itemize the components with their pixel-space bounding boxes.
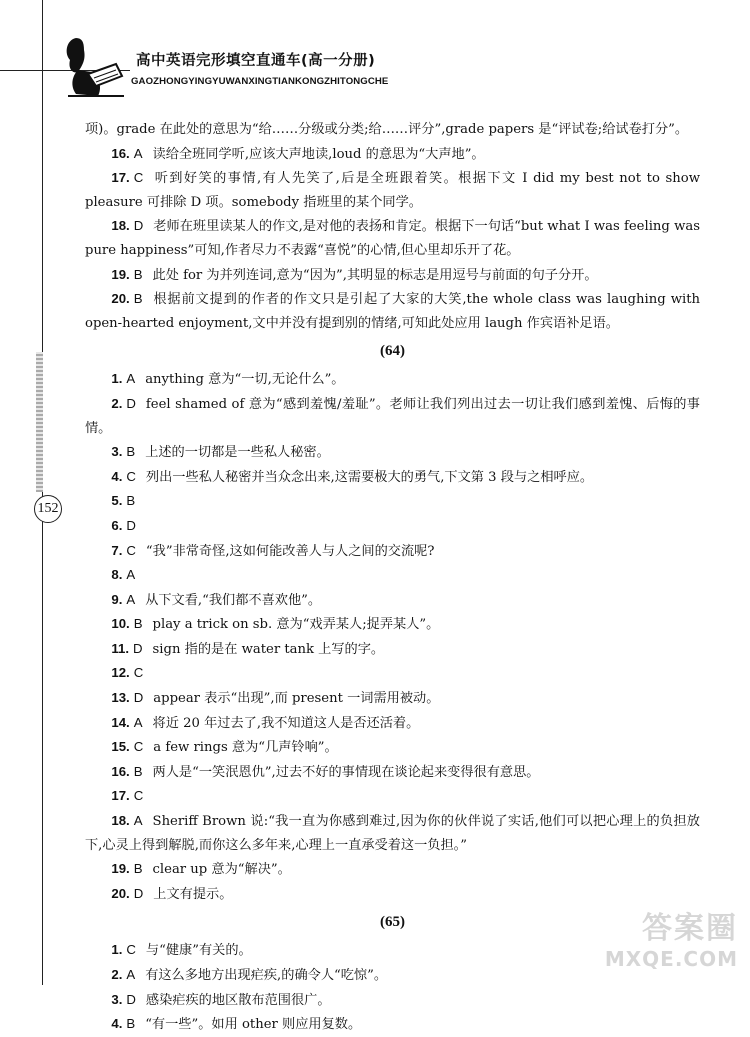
answer-number: 3. xyxy=(111,444,123,460)
answer-item xyxy=(85,735,700,760)
answer-letter: D xyxy=(126,517,136,533)
answer-item xyxy=(85,465,700,490)
answer-letter: B xyxy=(133,616,143,632)
answer-item xyxy=(85,988,700,1013)
section-65-title: (65) xyxy=(380,914,405,931)
answer-item xyxy=(85,588,700,613)
answer-item xyxy=(85,637,700,662)
header-title: 高中英语完形填空直通车(高一分册) xyxy=(136,53,376,69)
answer-number: 13. xyxy=(111,690,130,706)
answer-item xyxy=(85,367,700,392)
answer-explanation: 从下文看,“我们都不喜欢他”。 xyxy=(145,592,322,608)
answer-explanation: appear 表示“出现”,而 present 一词需用被动。 xyxy=(153,691,440,707)
answer-letter: C xyxy=(126,468,136,484)
answer-number: 19. xyxy=(111,266,130,282)
answer-item xyxy=(85,809,700,857)
answer-item xyxy=(85,489,700,514)
answer-number: 8. xyxy=(111,567,123,583)
answer-letter: A xyxy=(126,967,136,982)
answer-letter: A xyxy=(133,813,143,829)
answer-explanation: 老师在班里读某人的作文,是对他的表扬和肯定。根据下一句话“but what I was feeling was pure happiness”可知,作者尽力不表露“喜悦”的心情,但心里却乐开了花。 xyxy=(85,219,700,258)
margin-shading xyxy=(36,352,43,492)
answer-letter: C xyxy=(133,170,144,186)
answer-number: 11. xyxy=(111,640,129,656)
answer-explanation: 列出一些私人秘密并当众念出来,这需要极大的勇气,下文第 3 段与之相呼应。 xyxy=(145,469,594,485)
answer-number: 1. xyxy=(111,942,123,958)
answer-number: 2. xyxy=(111,967,123,982)
answer-explanation: “有一些”。如用 other 则应用复数。 xyxy=(145,1017,362,1033)
answer-number: 15. xyxy=(111,739,130,755)
answer-item xyxy=(85,784,700,809)
answer-letter: B xyxy=(126,1016,136,1032)
answer-number: 5. xyxy=(111,493,123,509)
reading-girl-logo xyxy=(58,30,128,102)
answer-item xyxy=(85,539,700,564)
answer-number: 10. xyxy=(111,616,130,632)
answer-item xyxy=(85,514,700,539)
answer-explanation: Sheriff Brown 说:“我一直为你感到难过,因为你的伙伴说了实话,他们可以把心理上的负担放下,心灵上得到解脱,而你这么多年来,心理上一直承受着这一负担。” xyxy=(85,814,700,853)
answer-item xyxy=(85,440,700,465)
answer-number: 20. xyxy=(111,291,130,307)
answer-item xyxy=(85,214,700,262)
margin-vertical-rule xyxy=(42,0,43,985)
answer-number: 4. xyxy=(111,1016,123,1032)
answer-explanation: 有这么多地方出现疟疾,的确令人“吃惊”。 xyxy=(145,968,388,983)
answer-letter: D xyxy=(126,395,136,411)
watermark-text: 答案圈 xyxy=(642,911,738,946)
answer-letter: D xyxy=(133,640,143,656)
answer-number: 6. xyxy=(111,517,123,533)
section-previous-continued xyxy=(85,118,700,335)
answer-number: 7. xyxy=(111,542,123,558)
answer-letter: A xyxy=(126,371,136,387)
answer-content xyxy=(85,118,700,1037)
answer-item xyxy=(85,142,700,167)
answer-number: 20. xyxy=(111,885,130,901)
answer-letter: C xyxy=(126,542,136,558)
answer-item xyxy=(85,612,700,637)
answer-item xyxy=(85,711,700,736)
answer-item xyxy=(85,392,700,440)
answer-explanation: sign 指的是在 water tank 上写的字。 xyxy=(152,641,385,657)
answer-letter: B xyxy=(126,444,136,460)
answer-explanation: 两人是“一笑泯恩仇”,过去不好的事情现在谈论起来变得很有意思。 xyxy=(152,764,540,780)
answer-number: 3. xyxy=(111,991,123,1007)
answer-item xyxy=(85,857,700,882)
answer-explanation: 项)。grade 在此处的意思为“给……分级或分类;给……评分”,grade papers 是“评试卷;给试卷打分”。 xyxy=(85,122,689,137)
answer-letter: D xyxy=(126,991,136,1007)
answer-item xyxy=(85,661,700,686)
answer-letter: D xyxy=(133,218,144,234)
answer-item xyxy=(85,166,700,214)
answer-explanation: clear up 意为“解决”。 xyxy=(152,862,291,878)
answer-letter: A xyxy=(133,714,143,730)
answer-explanation: 听到好笑的事情,有人先笑了,后是全班跟着笑。根据下文 I did my best not to show pleasure 可排除 D 项。somebody 指班里的某个同学。 xyxy=(85,171,700,210)
answer-letter: C xyxy=(133,665,144,681)
answer-number: 19. xyxy=(111,861,130,877)
answer-item xyxy=(85,287,700,335)
answer-number: 9. xyxy=(111,591,123,607)
answer-explanation: feel shamed of 意为“感到羞愧/羞耻”。老师让我们列出过去一切让我们感到羞愧、后悔的事情。 xyxy=(85,396,700,436)
answer-number: 12. xyxy=(111,665,130,681)
answer-letter: B xyxy=(133,763,143,779)
answer-letter: D xyxy=(133,690,144,706)
answer-explanation: 读给全班同学听,应该大声地读,loud 的意思为“大声地”。 xyxy=(152,146,485,162)
answer-item xyxy=(85,1012,700,1037)
page-number: 152 xyxy=(34,495,62,523)
answer-item xyxy=(85,563,700,588)
answer-item xyxy=(85,263,700,288)
header-pinyin: GAOZHONGYINGYUWANXINGTIANKONGZHITONGCHE xyxy=(131,76,389,87)
answer-explanation: 上述的一切都是一些私人秘密。 xyxy=(145,445,330,461)
answer-number: 17. xyxy=(111,170,130,186)
answer-item xyxy=(85,118,700,142)
answer-letter: B xyxy=(133,266,143,282)
answer-number: 17. xyxy=(111,788,130,804)
answer-letter: C xyxy=(133,739,144,755)
answer-letter: C xyxy=(126,942,136,958)
answer-explanation: a few rings 意为“几声铃响”。 xyxy=(153,740,338,756)
answer-number: 18. xyxy=(111,218,130,234)
watermark-url: MXQE.COM xyxy=(604,947,738,971)
answer-explanation: 此处 for 为并列连词,意为“因为”,其明显的标志是用逗号与前面的句子分开。 xyxy=(152,267,598,283)
answer-number: 14. xyxy=(111,714,130,730)
answer-letter: B xyxy=(133,291,143,307)
answer-number: 1. xyxy=(111,371,123,387)
answer-letter: C xyxy=(133,788,144,804)
answer-letter: A xyxy=(126,591,136,607)
answer-number: 16. xyxy=(111,763,130,779)
answer-explanation: 根据前文提到的作者的作文只是引起了大家的大笑,the whole class was laughing with open-hearted enjoyment,文中并没有提到别的情绪,可知此处应用 laugh 作宾语补足语。 xyxy=(85,292,700,331)
answer-letter: B xyxy=(126,493,136,509)
answer-number: 2. xyxy=(111,395,123,411)
answer-number: 16. xyxy=(111,145,130,161)
answer-letter: A xyxy=(133,145,143,161)
answer-explanation: “我”非常奇怪,这如何能改善人与人之间的交流呢? xyxy=(145,543,435,559)
answer-letter: B xyxy=(133,861,143,877)
watermark-logo xyxy=(605,903,738,971)
answer-letter: A xyxy=(126,567,136,583)
answer-explanation: 与“健康”有关的。 xyxy=(145,943,252,959)
answer-item xyxy=(85,760,700,785)
answer-number: 4. xyxy=(111,468,123,484)
answer-explanation: play a trick on sb. 意为“戏弄某人;捉弄某人”。 xyxy=(152,617,440,633)
answer-explanation: anything 意为“一切,无论什么”。 xyxy=(145,372,345,388)
answer-item xyxy=(85,686,700,711)
answer-explanation: 感染疟疾的地区散布范围很广。 xyxy=(145,992,331,1008)
answer-explanation: 将近 20 年过去了,我不知道这人是否还活着。 xyxy=(152,715,420,731)
answer-explanation: 上文有提示。 xyxy=(153,886,233,902)
section-64-title: (64) xyxy=(380,343,405,360)
answer-letter: D xyxy=(133,885,144,901)
answer-number: 18. xyxy=(111,813,130,829)
section-64-answers xyxy=(85,367,700,906)
